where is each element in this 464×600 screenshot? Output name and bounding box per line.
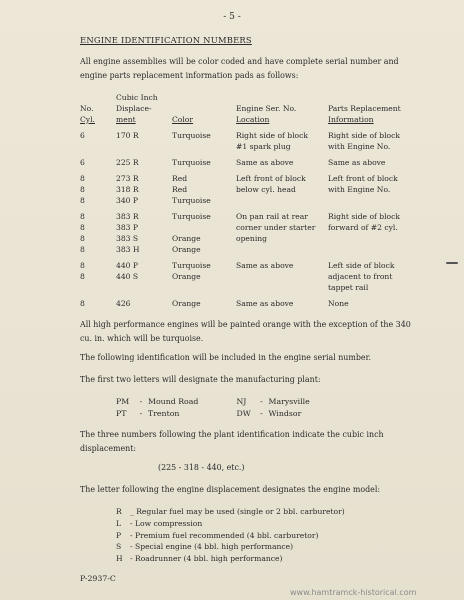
cell-parts [328,233,428,244]
engine-table [80,92,428,309]
numbers-paragraph: The three numbers following the plant identification indicate the cubic inch displacement: [80,430,384,453]
document-code: P-2937-C [80,574,116,583]
cell-loc: Right side of block [236,131,308,140]
cell-loc: below cyl. head [236,185,296,194]
table-row [80,260,428,271]
cell-cyl [80,282,116,293]
cell-loc [236,195,328,206]
cell-cyl: 6 [80,131,85,140]
header-disp-3: ment [116,115,136,124]
cell-loc [236,244,328,255]
model-list [116,506,345,565]
table-row [80,282,428,293]
plant-item: PM - Mound Road [116,397,199,406]
table-row [80,244,428,255]
cell-cyl: 8 [80,196,85,205]
cell-color: Turquoise [172,261,211,270]
cell-parts [328,195,428,206]
cell-cyl: 8 [80,174,85,183]
cell-parts: forward of #2 cyl. [328,223,398,232]
cell-parts: Right side of block [328,131,400,140]
intro-paragraph: All engine assemblies will be color coded and have complete serial number and engine parts replacement information pads as follows: [80,57,399,80]
table-row [80,157,428,168]
cell-parts: Right side of block [328,212,400,221]
plant-item: NJ - Marysville [236,397,310,406]
cell-disp [116,282,172,293]
header-parts-2: Information [328,115,374,124]
cell-cyl: 8 [80,223,85,232]
table-row [80,222,428,233]
orange-paragraph: All high performance engines will be painted orange with the exception of the 340 cu. in. which will be turquoise. [80,320,411,343]
header-loc-1: Engine Ser. No. [236,104,297,113]
model-item: L - Low compression [116,518,203,528]
cell-loc: Same as above [236,261,294,270]
cell-cyl: 8 [80,212,85,221]
cell-disp: 225 R [116,158,139,167]
cell-color: Orange [172,299,201,308]
plant-list [116,396,350,420]
table-header-row [80,92,428,103]
section-title: ENGINE IDENTIFICATION NUMBERS [80,35,252,45]
table-row [80,271,428,282]
watermark: www.hamtramck-historical.com [290,588,417,597]
cell-disp: 426 [116,299,131,308]
cell-disp: 383 S [116,234,139,243]
cell-parts: adjacent to front [328,272,393,281]
cell-disp: 383 H [116,245,140,254]
header-cyl-1: No. [80,104,94,113]
cell-color: Red [172,174,188,183]
page-number: - 5 - [223,12,241,22]
cell-disp: 318 R [116,185,139,194]
cell-loc: Same as above [236,299,294,308]
serial-paragraph: The following identification will be included in the engine serial number. [80,353,371,362]
cell-parts: with Engine No. [328,142,391,151]
cell-parts: tappet rail [328,283,369,292]
model-item: H - Roadrunner (4 bbl. high performance) [116,554,283,564]
cell-disp: 170 R [116,131,139,140]
cell-loc: #1 spark plug [236,142,291,151]
header-color: Color [172,115,194,124]
cell-parts: Left front of block [328,174,398,183]
cell-color: Turquoise [172,158,211,167]
cell-disp [116,141,172,152]
table-row [80,130,428,141]
header-cyl-2: Cyl. [80,115,95,124]
header-disp-2: Displace- [116,104,152,113]
cell-cyl: 8 [80,299,85,308]
table-row [80,173,428,184]
model-item: S - Special engine (4 bbl. high performance) [116,542,294,552]
cell-disp: 440 P [116,261,139,270]
cell-disp: 340 P [116,196,139,205]
cell-disp: 273 R [116,174,139,183]
cell-disp: 383 R [116,212,139,221]
model-item: R _ Regular fuel may be used (single or 2 bbl. carburetor) [116,507,345,516]
table-row [80,141,428,152]
letter-paragraph: The letter following the engine displacement designates the engine model: [80,485,380,494]
cell-cyl: 8 [80,272,85,281]
cell-color: Red [172,185,188,194]
cell-cyl: 8 [80,261,85,270]
header-disp-1: Cubic Inch [116,93,158,102]
cell-color: Orange [172,272,201,281]
table-row [80,298,428,309]
cell-disp: 440 S [116,272,139,281]
cell-loc [236,282,328,293]
cell-cyl: 8 [80,245,85,254]
engine-table-body [80,130,428,309]
plant-item: PT - Trenton [116,409,180,418]
header-parts-1: Parts Replacement [328,104,401,113]
table-row [80,195,428,206]
cell-cyl: 8 [80,185,85,194]
cell-parts [328,244,428,255]
table-row [80,184,428,195]
cell-loc [236,271,328,282]
cell-parts: with Engine No. [328,185,391,194]
margin-mark [446,262,458,264]
model-item: P - Premium fuel recommended (4 bbl. carburetor) [116,530,319,540]
cell-parts: Same as above [328,158,386,167]
cell-disp: 383 P [116,223,139,232]
cell-loc: corner under starter [236,223,316,232]
cell-color: Turquoise [172,131,211,140]
cell-cyl [80,141,116,152]
cell-parts: None [328,299,349,308]
cell-parts: Left side of block [328,261,395,270]
cell-loc: On pan rail at rear [236,212,308,221]
header-loc-2: Location [236,115,270,124]
cell-cyl: 8 [80,234,85,243]
cell-color [172,222,236,233]
table-row [80,233,428,244]
cell-color: Turquoise [172,196,211,205]
displacement-example: (225 - 318 - 440, etc.) [158,463,245,472]
cell-cyl: 6 [80,158,85,167]
cell-color [172,141,236,152]
cell-loc: Left front of block [236,174,306,183]
plant-item: DW - Windsor [236,409,302,418]
cell-color: Orange [172,234,201,243]
cell-color: Orange [172,245,201,254]
cell-color: Turquoise [172,212,211,221]
cell-loc: Same as above [236,158,294,167]
cell-color [172,282,236,293]
plant-paragraph: The first two letters will designate the manufacturing plant: [80,375,321,384]
cell-loc: opening [236,234,267,243]
table-row [80,211,428,222]
